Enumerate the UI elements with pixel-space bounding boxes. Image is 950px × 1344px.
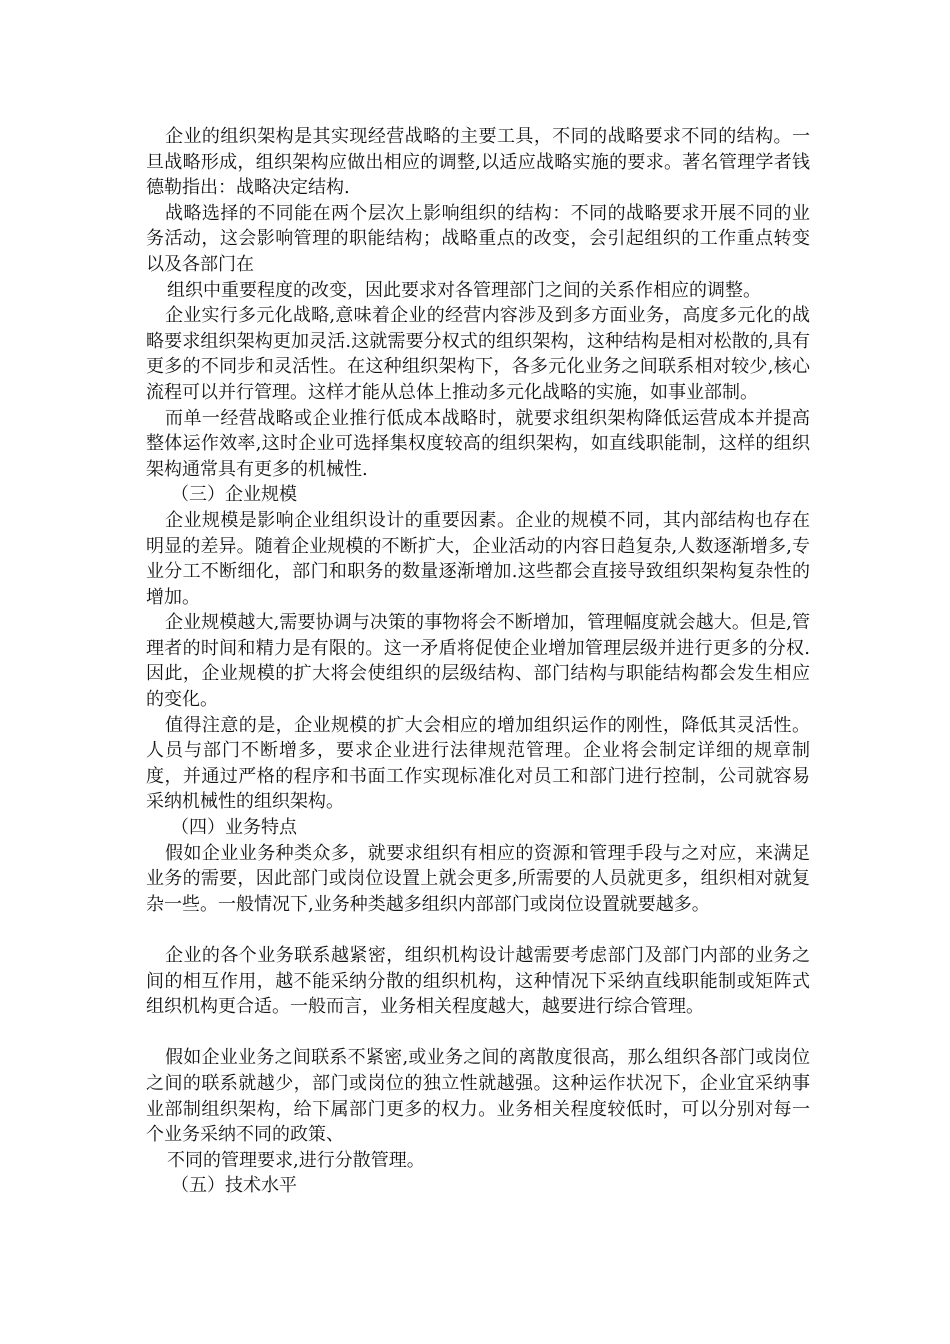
paragraph-business-linkage: 企业的各个业务联系越紧密，组织机构设计越需要考虑部门及部门内部的业务之间的相互作用，越不能采纳分散的组织机构，这种情况下采纳直线职能制或矩阵式组织机构更合适。一般而言，业务相关程度越大，越要进行综合管理。 [146,945,810,1018]
paragraph-strategy-choice: 战略选择的不同能在两个层次上影响组织的结构：不同的战略要求开展不同的业务活动，这会影响管理的职能结构；战略重点的改变，会引起组织的工作重点转变以及各部门在 [146,202,810,275]
document-body [146,124,810,1199]
paragraph-business-variety: 假如企业业务种类众多，就要求组织有相应的资源和管理手段与之对应，来满足业务的需要，因此部门或岗位设置上就会更多,所需要的人员就更多，组织相对就复杂一些。一般情况下,业务种类越多组织内部部门或岗位设置就要越多。 [146,842,810,915]
paragraph-scale-factor: 企业规模是影响企业组织设计的重要因素。企业的规模不同，其内部结构也存在明显的差异。随着企业规模的不断扩大，企业活动的内容日趋复杂,人数逐渐增多,专业分工不断细化，部门和职务的数量逐渐增加.这些都会直接导致组织架构复杂性的增加。 [146,509,810,608]
section-heading-enterprise-scale: （三）企业规模 [171,484,297,506]
paragraph-strategy-choice-continued: 组织中重要程度的改变，因此要求对各管理部门之间的关系作相应的调整。 [167,279,761,301]
paragraph-diversification: 企业实行多元化战略,意味着企业的经营内容涉及到多方面业务，高度多元化的战略要求组织架构更加灵活.这就需要分权式的组织架构，这种结构是相对松散的,具有更多的不同步和灵活性。在这种组织架构下，各多元化业务之间联系相对较少,核心流程可以并行管理。这样才能从总体上推动多元化战略的实施，如事业部制。 [146,305,810,403]
paragraph-business-dispersion: 假如企业业务之间联系不紧密,或业务之间的离散度很高，那么组织各部门或岗位之间的联系就越少，部门或岗位的独立性就越强。这种运作状况下，企业宜采纳事业部制组织架构，给下属部门更多的权力。业务相关程度较低时，可以分别对每一个业务采纳不同的政策、 [146,1047,810,1146]
paragraph-strategy-tool: 企业的组织架构是其实现经营战略的主要工具，不同的战略要求不同的结构。一旦战略形成，组织架构应做出相应的调整,以适应战略实施的要求。著名管理学者钱德勒指出：战略决定结构. [146,126,810,199]
section-heading-technology-level: （五）技术水平 [171,1175,297,1197]
paragraph-scale-rigidity: 值得注意的是，企业规模的扩大会相应的增加组织运作的刚性，降低其灵活性。人员与部门不断增多，要求企业进行法律规范管理。企业将会制定详细的规章制度，并通过严格的程序和书面工作实现标准化对员工和部门进行控制，公司就容易采纳机械性的组织架构。 [146,714,810,813]
paragraph-scale-management: 企业规模越大,需要协调与决策的事物将会不断增加，管理幅度就会越大。但是,管理者的时间和精力是有限的。这一矛盾将促使企业增加管理层级并进行更多的分权.因此，企业规模的扩大将会使组织的层级结构、部门结构与职能结构都会发生相应的变化。 [146,612,810,711]
paragraph-single-strategy: 而单一经营战略或企业推行低成本战略时，就要求组织架构降低运营成本并提高整体运作效率,这时企业可选择集权度较高的组织架构，如直线职能制，这样的组织架构通常具有更多的机械性. [146,407,810,480]
paragraph-business-dispersion-continued: 不同的管理要求,进行分散管理。 [167,1149,425,1171]
section-heading-business-features: （四）业务特点 [171,817,297,839]
